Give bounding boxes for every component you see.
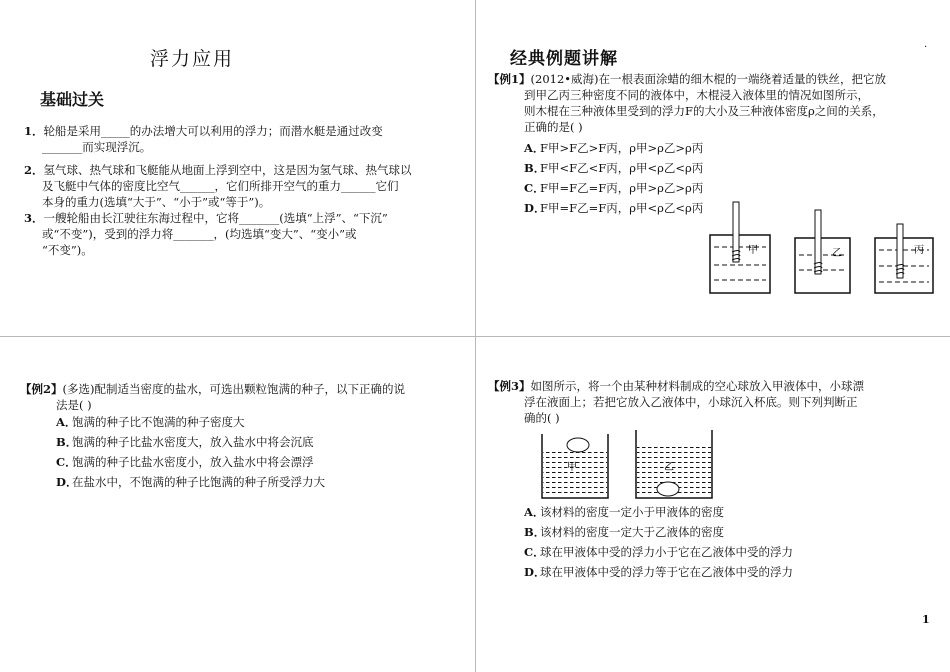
corner-dot: · (924, 42, 928, 53)
slide1-title: 浮力应用 (150, 48, 235, 70)
figure-label: 甲 (567, 462, 577, 473)
question-line: 一艘轮船由长江驶往东海过程中，它将_______(选填“上浮”、“下沉” (43, 211, 388, 225)
question-line: 轮船是采用_____的办法增大可以利用的浮力；而潜水艇是通过改变 (43, 124, 383, 138)
option-d: D．球在甲液体中受的浮力等于它在乙液体中受的浮力 (524, 565, 793, 579)
stem-line: 正确的是( ) (524, 120, 583, 134)
horizontal-divider (0, 336, 950, 337)
stem-line: 确的( ) (524, 411, 560, 425)
example-3-figure (540, 430, 720, 500)
option-c: C．饱满的种子比盐水密度小，放入盐水中将会漂浮 (56, 455, 314, 469)
option-a: A．饱满的种子比不饱满的种子密度大 (56, 415, 245, 429)
question-2 (24, 162, 464, 210)
question-line: 及飞艇中气体的密度比空气______，它们所排开空气的重力______它们 (42, 179, 399, 193)
question-number: 1． (24, 124, 44, 138)
beaker-yi (636, 430, 712, 498)
example-2-options (56, 412, 325, 492)
example-label: 【例2】 (20, 382, 63, 396)
question-1 (24, 123, 464, 155)
stem-line: (多选)配制适当密度的盐水，可选出颗粒饱满的种子，以下正确的说 (62, 382, 405, 396)
question-line: _______而实现浮沉。 (42, 140, 152, 154)
option-b: B．F甲<F乙<F丙，ρ甲<ρ乙<ρ丙 (524, 161, 704, 175)
beaker-bing (875, 224, 933, 293)
option-d: D．在盐水中，不饱满的种子比饱满的种子所受浮力大 (56, 475, 325, 489)
question-line: 或“不变”)，受到的浮力将_______，(均选填“变大”、“变小”或 (42, 227, 357, 241)
example-label: 【例1】 (488, 72, 531, 86)
section-heading: 基础过关 (40, 90, 105, 109)
beaker-jia (710, 202, 770, 293)
stem-line: 法是( ) (56, 398, 92, 412)
stem-line: 则木棍在三种液体里受到的浮力F的大小及三种液体密度ρ之间的关系， (524, 104, 884, 118)
option-b: B．该材料的密度一定大于乙液体的密度 (524, 525, 724, 539)
option-a: A．F甲>F乙>F丙，ρ甲>ρ乙>ρ丙 (524, 141, 704, 155)
figure-label: 乙 (664, 462, 674, 473)
example-1-figure (700, 200, 940, 300)
example-3-stem (488, 378, 938, 426)
stem-line: (2012•威海)在一根表面涂蜡的细木棍的一端绕着适量的铁丝，把它放 (530, 72, 887, 86)
question-number: 2． (24, 163, 44, 177)
example-3-options (524, 502, 793, 582)
stem-line: 到甲乙丙三种密度不同的液体中，木棍浸入液体里的情况如图所示， (524, 88, 869, 102)
example-1-options (524, 138, 703, 218)
option-a: A．该材料的密度一定小于甲液体的密度 (524, 505, 724, 519)
question-number: 3． (24, 211, 44, 225)
option-c: C．球在甲液体中受的浮力小于它在乙液体中受的浮力 (524, 545, 793, 559)
figure-label: 乙 (832, 248, 842, 259)
beaker-jia (542, 434, 608, 498)
question-line: 本身的重力(选填“大于”、“小于”或“等于”)。 (42, 195, 271, 209)
example-1-stem (488, 71, 938, 135)
question-3 (24, 210, 464, 258)
page-number: 1 (922, 613, 930, 626)
stem-line: 如图所示，将一个由某种材料制成的空心球放入甲液体中，小球漂 (530, 379, 865, 393)
figure-label: 甲 (748, 245, 758, 256)
option-d: D．F甲=F乙=F丙，ρ甲<ρ乙<ρ丙 (524, 201, 704, 215)
option-b: B．饱满的种子比盐水密度大，放入盐水中将会沉底 (56, 435, 314, 449)
example-label: 【例3】 (488, 379, 531, 393)
option-c: C．F甲=F乙=F丙，ρ甲>ρ乙>ρ丙 (524, 181, 704, 195)
question-line: “不变”)。 (42, 243, 93, 257)
slide2-title: 经典例题讲解 (510, 49, 618, 69)
example-2-stem (20, 381, 460, 413)
beaker-yi (795, 210, 850, 293)
figure-label: 丙 (914, 245, 924, 256)
question-line: 氢气球、热气球和飞艇能从地面上浮到空中，这是因为氢气球、热气球以 (43, 163, 412, 177)
stem-line: 浮在液面上；若把它放入乙液体中，小球沉入杯底。则下列判断正 (524, 395, 858, 409)
